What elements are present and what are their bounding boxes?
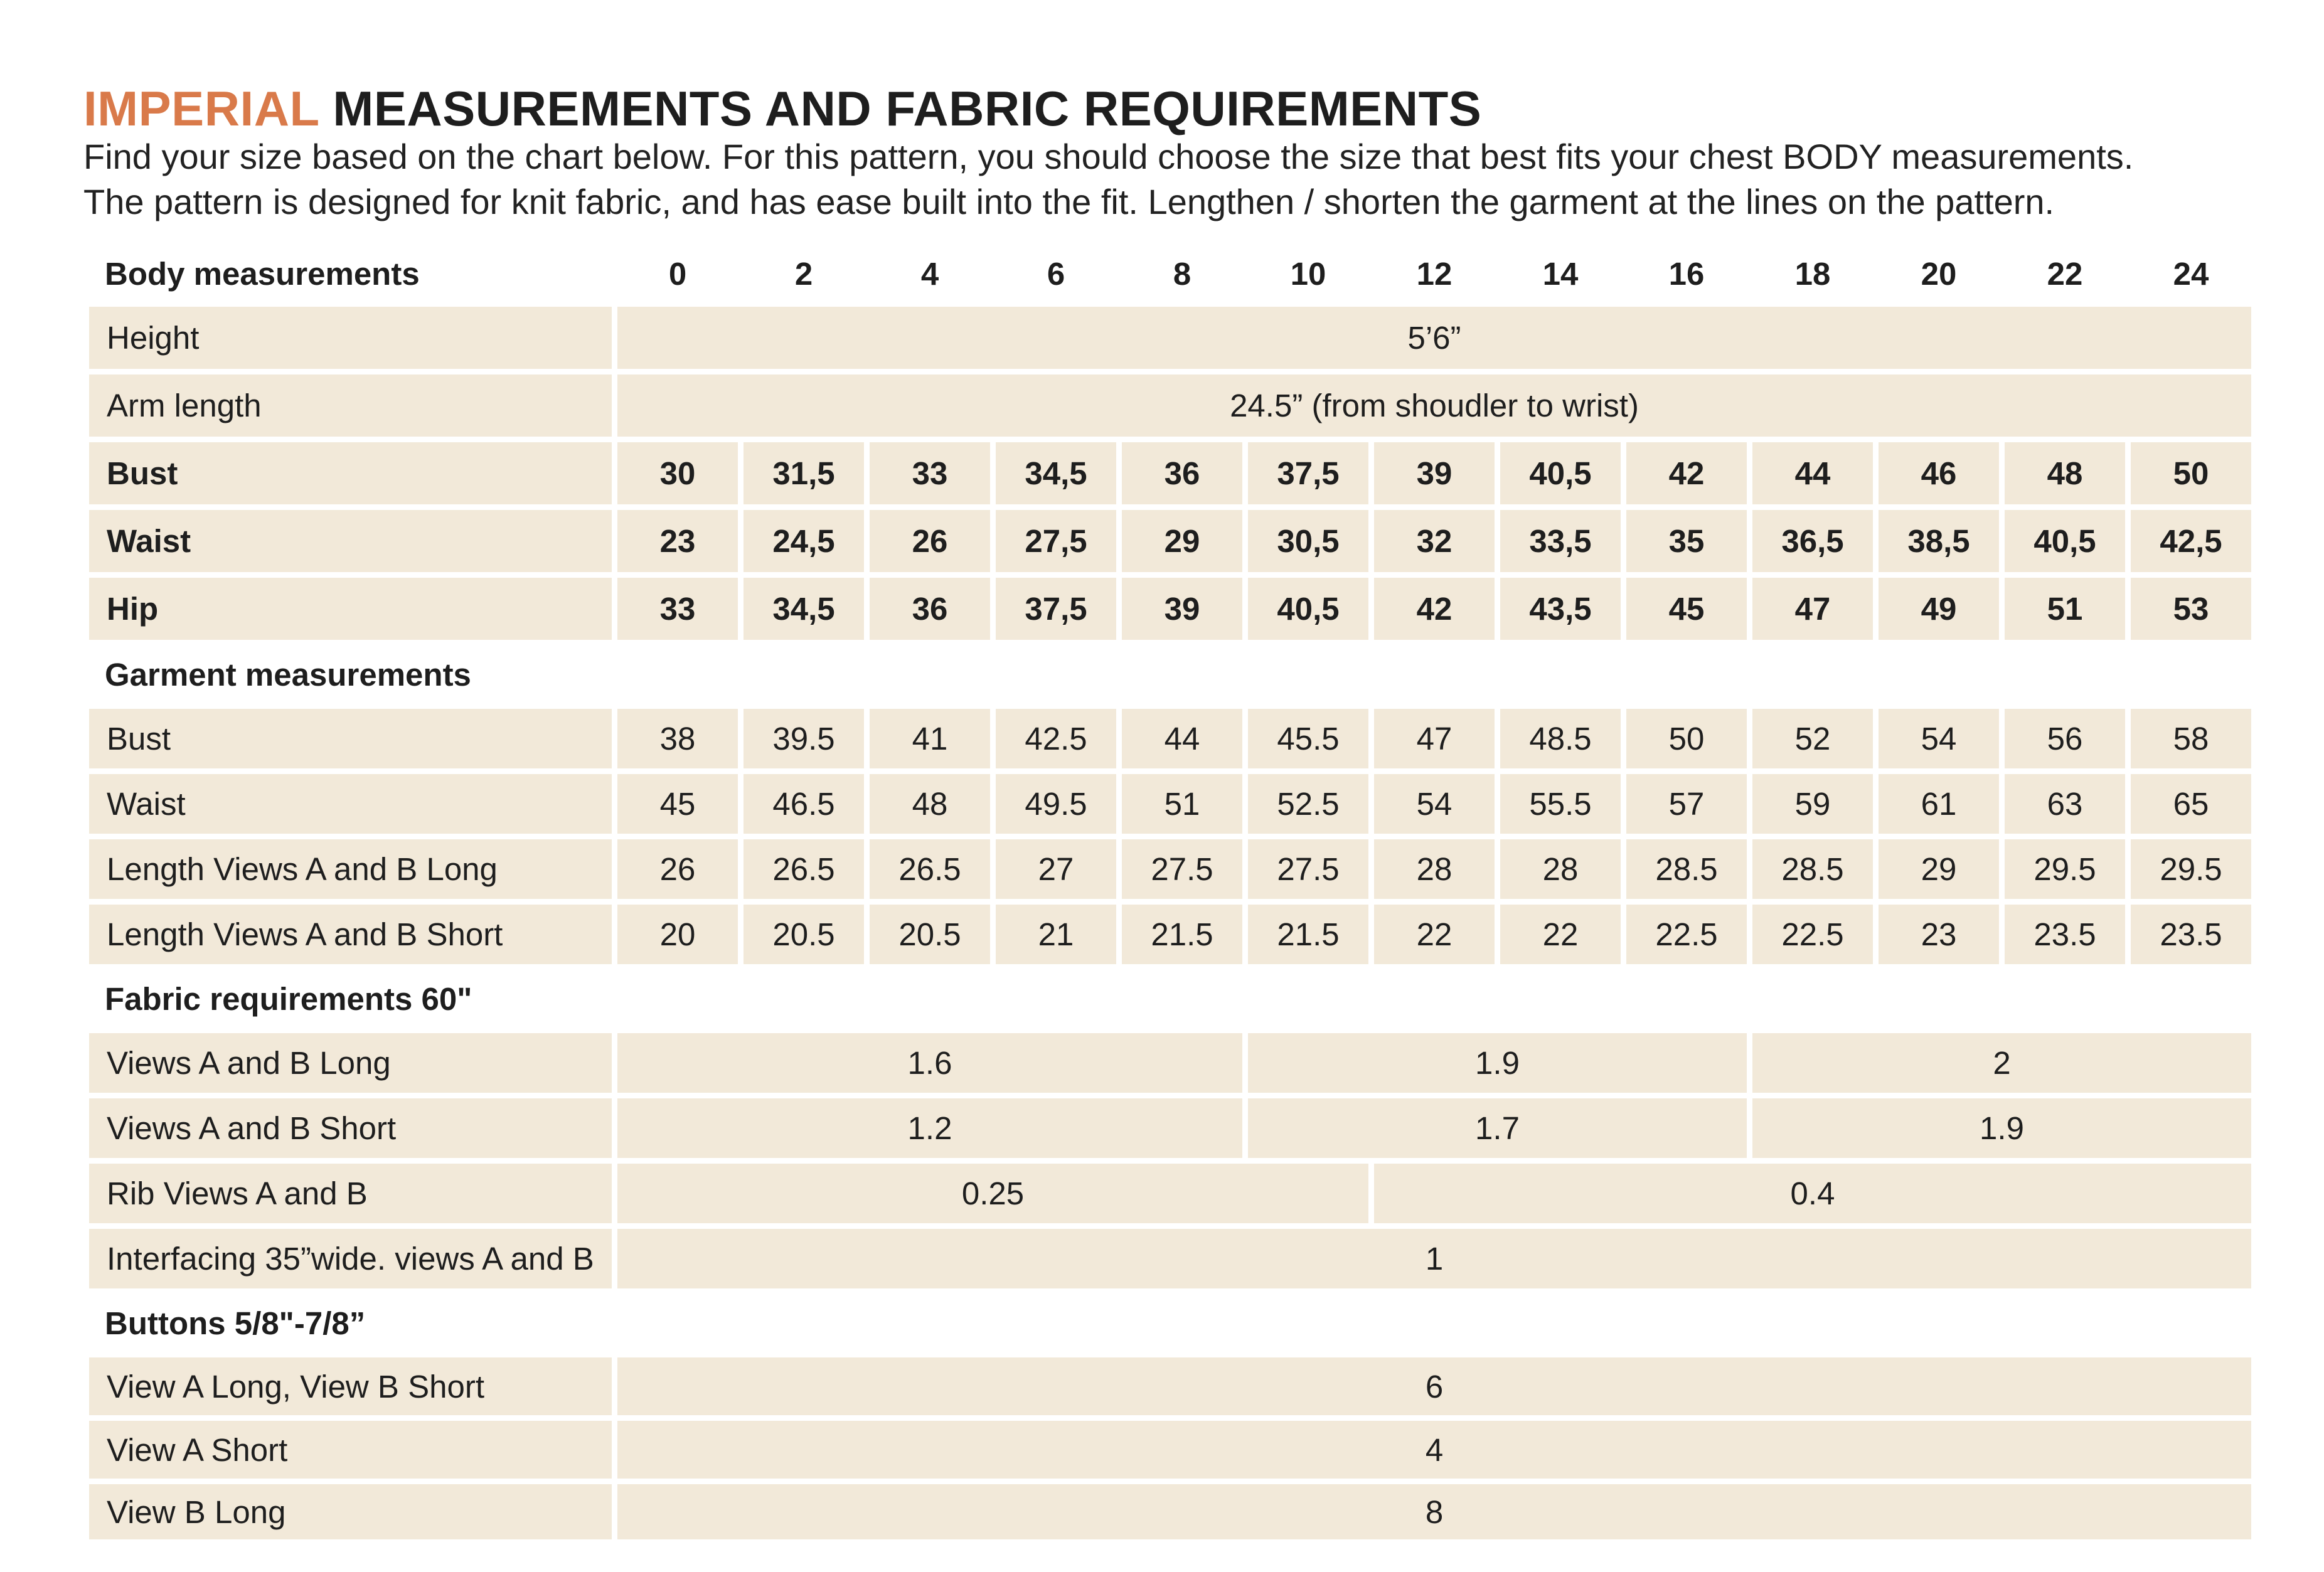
table-cell: 4	[617, 1421, 2251, 1479]
table-cell: 20.5	[870, 905, 990, 964]
table-cell: 61	[1879, 774, 1999, 834]
table-cell: 53	[2131, 578, 2251, 640]
table-cell: 21.5	[1122, 905, 1242, 964]
table-cell: 29.5	[2005, 839, 2125, 899]
row-label: Bust	[89, 709, 612, 768]
size-header: 12	[1416, 255, 1452, 292]
table-cell: 35	[1626, 510, 1747, 572]
row-label: Rib Views A and B	[89, 1164, 612, 1223]
table-cell: 26.5	[870, 839, 990, 899]
table-cell: 23.5	[2005, 905, 2125, 964]
body-waist-row	[89, 510, 2251, 572]
page-title	[83, 80, 1481, 137]
size-header: 4	[920, 255, 939, 292]
table-cell: 33	[870, 442, 990, 504]
table-cell: 52.5	[1248, 774, 1368, 834]
table-cell: 20	[617, 905, 738, 964]
table-cell: 22	[1374, 905, 1495, 964]
table-cell: 51	[2005, 578, 2125, 640]
row-label: Waist	[89, 510, 612, 572]
size-header: 6	[1047, 255, 1065, 292]
table-cell: 49	[1879, 578, 1999, 640]
table-cell: 23	[617, 510, 738, 572]
table-cell: 39	[1122, 578, 1242, 640]
garment-section-row	[89, 645, 2251, 703]
table-cell: 0.25	[617, 1164, 1368, 1223]
table-cell: 43,5	[1500, 578, 1621, 640]
table-cell: 33,5	[1500, 510, 1621, 572]
table-cell: 48	[870, 774, 990, 834]
table-cell: 54	[1879, 709, 1999, 768]
table-cell: 42	[1374, 578, 1495, 640]
table-cell: 1.6	[617, 1033, 1242, 1093]
fabric-requirements-heading: Fabric requirements 60"	[105, 980, 472, 1017]
table-cell: 6	[617, 1357, 2251, 1415]
table-cell: 29	[1879, 839, 1999, 899]
row-label: Interfacing 35”wide. views A and B	[89, 1229, 612, 1288]
garment-length-long-row	[89, 839, 2251, 899]
body-measurements-heading: Body measurements	[105, 255, 420, 292]
intro-line-1: Find your size based on the chart below. For this pattern, you should choose the size that best fits your chest BODY measurements.	[83, 137, 2134, 176]
table-cell: 27	[996, 839, 1116, 899]
buttons-row-3	[89, 1484, 2251, 1539]
row-label: Waist	[89, 774, 612, 834]
garment-waist-row	[89, 774, 2251, 834]
table-cell: 42	[1626, 442, 1747, 504]
table-cell: 1	[617, 1229, 2251, 1288]
table-cell: 49.5	[996, 774, 1116, 834]
table-cell: 29	[1122, 510, 1242, 572]
table-cell: 47	[1374, 709, 1495, 768]
table-cell: 63	[2005, 774, 2125, 834]
table-cell: 36,5	[1752, 510, 1873, 572]
fabric-long-row	[89, 1033, 2251, 1093]
size-header: 0	[668, 255, 687, 292]
fabric-section-row	[89, 970, 2251, 1028]
size-header: 22	[2047, 255, 2083, 292]
table-cell: 37,5	[996, 578, 1116, 640]
table-cell: 30,5	[1248, 510, 1368, 572]
table-cell: 26.5	[744, 839, 864, 899]
table-cell: 28	[1374, 839, 1495, 899]
table-cell: 26	[870, 510, 990, 572]
table-cell: 40,5	[1248, 578, 1368, 640]
table-cell: 48.5	[1500, 709, 1621, 768]
size-header: 20	[1921, 255, 1957, 292]
table-cell: 34,5	[744, 578, 864, 640]
table-cell: 45	[617, 774, 738, 834]
table-cell: 47	[1752, 578, 1873, 640]
arm-length-row	[89, 374, 2251, 437]
table-cell: 2	[1752, 1033, 2251, 1093]
row-label: View B Long	[89, 1484, 612, 1539]
table-cell: 28.5	[1626, 839, 1747, 899]
size-header: 18	[1794, 255, 1831, 292]
table-cell: 1.2	[617, 1098, 1242, 1158]
table-cell: 21	[996, 905, 1116, 964]
table-cell: 38,5	[1879, 510, 1999, 572]
table-cell: 45.5	[1248, 709, 1368, 768]
table-cell: 8	[617, 1484, 2251, 1539]
table-cell: 23	[1879, 905, 1999, 964]
title-rest: MEASUREMENTS AND FABRIC REQUIREMENTS	[319, 81, 1482, 136]
row-label: Length Views A and B Long	[89, 839, 612, 899]
table-cell: 1.7	[1248, 1098, 1747, 1158]
table-cell: 51	[1122, 774, 1242, 834]
size-header: 2	[794, 255, 813, 292]
height-row	[89, 307, 2251, 369]
table-cell: 46.5	[744, 774, 864, 834]
buttons-heading: Buttons 5/8"-7/8”	[105, 1305, 366, 1341]
table-cell: 52	[1752, 709, 1873, 768]
table-cell: 0.4	[1374, 1164, 2251, 1223]
table-cell: 22.5	[1626, 905, 1747, 964]
size-header: 16	[1668, 255, 1705, 292]
table-cell: 39	[1374, 442, 1495, 504]
table-cell: 28	[1500, 839, 1621, 899]
table-cell: 21.5	[1248, 905, 1368, 964]
table-cell: 58	[2131, 709, 2251, 768]
table-cell: 59	[1752, 774, 1873, 834]
buttons-row-1	[89, 1357, 2251, 1415]
row-label: Bust	[89, 442, 612, 504]
fabric-short-row	[89, 1098, 2251, 1158]
table-cell: 33	[617, 578, 738, 640]
table-cell: 65	[2131, 774, 2251, 834]
table-cell: 28.5	[1752, 839, 1873, 899]
size-header: 14	[1542, 255, 1579, 292]
body-hip-row	[89, 578, 2251, 640]
table-cell: 27,5	[996, 510, 1116, 572]
table-cell: 54	[1374, 774, 1495, 834]
table-cell: 40,5	[2005, 510, 2125, 572]
table-cell: 24.5” (from shoudler to wrist)	[617, 374, 2251, 437]
table-cell: 30	[617, 442, 738, 504]
row-label: Hip	[89, 578, 612, 640]
table-cell: 24,5	[744, 510, 864, 572]
row-label: Views A and B Short	[89, 1098, 612, 1158]
table-cell: 37,5	[1248, 442, 1368, 504]
table-cell: 44	[1122, 709, 1242, 768]
garment-length-short-row	[89, 905, 2251, 964]
table-cell: 40,5	[1500, 442, 1621, 504]
table-cell: 23.5	[2131, 905, 2251, 964]
size-header: 8	[1173, 255, 1191, 292]
row-label: Height	[89, 307, 612, 369]
title-accent: IMPERIAL	[83, 81, 319, 136]
table-cell: 34,5	[996, 442, 1116, 504]
table-cell: 38	[617, 709, 738, 768]
table-cell: 48	[2005, 442, 2125, 504]
row-label: View A Long, View B Short	[89, 1357, 612, 1415]
fabric-rib-row	[89, 1164, 2251, 1223]
table-cell: 27.5	[1122, 839, 1242, 899]
table-cell: 20.5	[744, 905, 864, 964]
table-cell: 1.9	[1752, 1098, 2251, 1158]
table-cell: 50	[1626, 709, 1747, 768]
table-cell: 39.5	[744, 709, 864, 768]
table-cell: 32	[1374, 510, 1495, 572]
table-cell: 5’6”	[617, 307, 2251, 369]
body-bust-row	[89, 442, 2251, 504]
table-cell: 44	[1752, 442, 1873, 504]
garment-measurements-heading: Garment measurements	[105, 656, 471, 693]
intro-line-2: The pattern is designed for knit fabric, and has ease built into the fit. Lengthen / shorten the garment at the lines on the pattern.	[83, 182, 2055, 221]
size-header-row	[89, 246, 2251, 301]
size-header: 10	[1290, 255, 1326, 292]
intro-text	[83, 134, 2133, 225]
table-cell: 29.5	[2131, 839, 2251, 899]
table-cell: 26	[617, 839, 738, 899]
table-cell: 22	[1500, 905, 1621, 964]
table-cell: 22.5	[1752, 905, 1873, 964]
table-cell: 36	[870, 578, 990, 640]
table-cell: 50	[2131, 442, 2251, 504]
size-chart-table	[83, 240, 2257, 1545]
table-cell: 31,5	[744, 442, 864, 504]
row-label: View A Short	[89, 1421, 612, 1479]
buttons-section-row	[89, 1294, 2251, 1352]
table-cell: 57	[1626, 774, 1747, 834]
buttons-row-2	[89, 1421, 2251, 1479]
table-cell: 36	[1122, 442, 1242, 504]
table-cell: 42.5	[996, 709, 1116, 768]
row-label: Views A and B Long	[89, 1033, 612, 1093]
row-label: Arm length	[89, 374, 612, 437]
table-cell: 55.5	[1500, 774, 1621, 834]
table-cell: 41	[870, 709, 990, 768]
size-header: 24	[2173, 255, 2209, 292]
table-cell: 45	[1626, 578, 1747, 640]
row-label: Length Views A and B Short	[89, 905, 612, 964]
garment-bust-row	[89, 709, 2251, 768]
table-cell: 1.9	[1248, 1033, 1747, 1093]
table-cell: 27.5	[1248, 839, 1368, 899]
table-cell: 46	[1879, 442, 1999, 504]
fabric-interfacing-row	[89, 1229, 2251, 1288]
table-cell: 56	[2005, 709, 2125, 768]
table-cell: 42,5	[2131, 510, 2251, 572]
